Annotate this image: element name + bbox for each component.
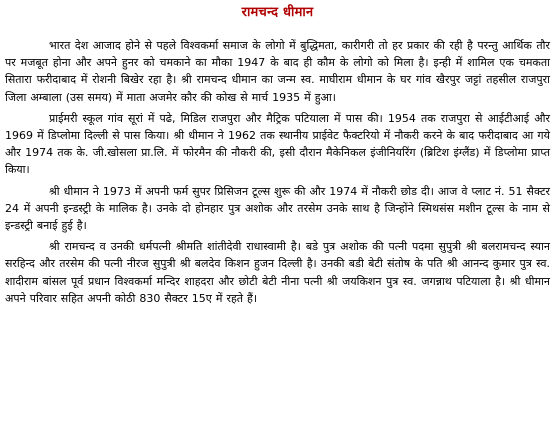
paragraph-education-career: प्राईमरी स्कूल गांव सूरां में पढे, मिडिल राजपुरा और मैट्रिक पटियाला में पास की। 1954 तक राजपुरा से आईटीआई और 1969 में डिप्लोमा दिल्ली से पास किया। श्री धीमान ने 1962 तक स्थानीय प्राईवेट फैक्टरियो में नौकरी करने के बाद फरीदाबाद आ गये और 1974 तक के. जी.खोसला प्रा.लि. में फोरमैन की नौकरी की, इसी दौरान मैकेनिकल इंजीनियरिंग (ब्रिटिश इंग्लैंड) में डिप्लोमा प्राप्त किया। [5, 111, 550, 177]
paragraph-business: श्री धीमान ने 1973 में अपनी फर्म सुपर प्रिसिजन टूल्स शुरू की और 1974 में नौकरी छोड दी। आज वे प्लाट नं. 51 सैक्टर 24 में अपनी इन्डस्ट्री के मालिक है। उनके दो होनहार पुत्र अशोक और तरसेम उनके साथ है जिन्होंने स्मिथसंस मशीन टूल्स के नाम से इन्डस्ट्री बनाई हुई है। [5, 184, 550, 233]
paragraph-family: श्री रामचन्द व उनकी धर्मपत्नी श्रीमति शांतीदेवी राधास्वामी है। बडे पुत्र अशोक की पत्नी पदमा सुपुत्री श्री बलरामचन्द स्यान सरहिन्द और तरसेम की पत्नी नीरज सुपुत्री श्री बलदेव किशन हुजन दिल्ली है। उनकी बडी बेटी संतोष के पति श्री आनन्द कुमार पुत्र स्व. शादीराम बांसल पूर्व प्रधान विश्वकर्मा मन्दिर शाहदरा और छोटी बेटी नीना पत्नी श्री जयकिशन पुत्र स्व. जगन्नाथ पटियाला है। श्री धीमान अपने परिवार सहित अपनी कोठी 830 सैक्टर 15ए में रहते हैं। [5, 240, 550, 305]
article-body [5, 27, 550, 307]
article-title: रामचन्द धीमान [241, 5, 314, 20]
paragraph-intro-birth: भारत देश आजाद होने से पहले विश्वकर्मा समाज के लोगो में बुद्धिमता, कारीगरी तो हर प्रकार की रही है परन्तु आर्थिक तौर पर मजबूत होना और अपने हुनर को चमकाने का मौका 1947 के बाद ही कौम के लोगो को मिला है। इन्ही में शामिल एक चमकता सितारा फरीदाबाद में रोशनी बिखेर रहा है। श्री रामचन्द धीमान का जन्म स्व. माघीराम धीमान के घर गांव खैरपुर जट्टां तहसील राजपुरा जिला अम्बाला (उस समय) में माता अजमेर कौर की कोख से मार्च 1935 में हुआ। [5, 39, 550, 104]
